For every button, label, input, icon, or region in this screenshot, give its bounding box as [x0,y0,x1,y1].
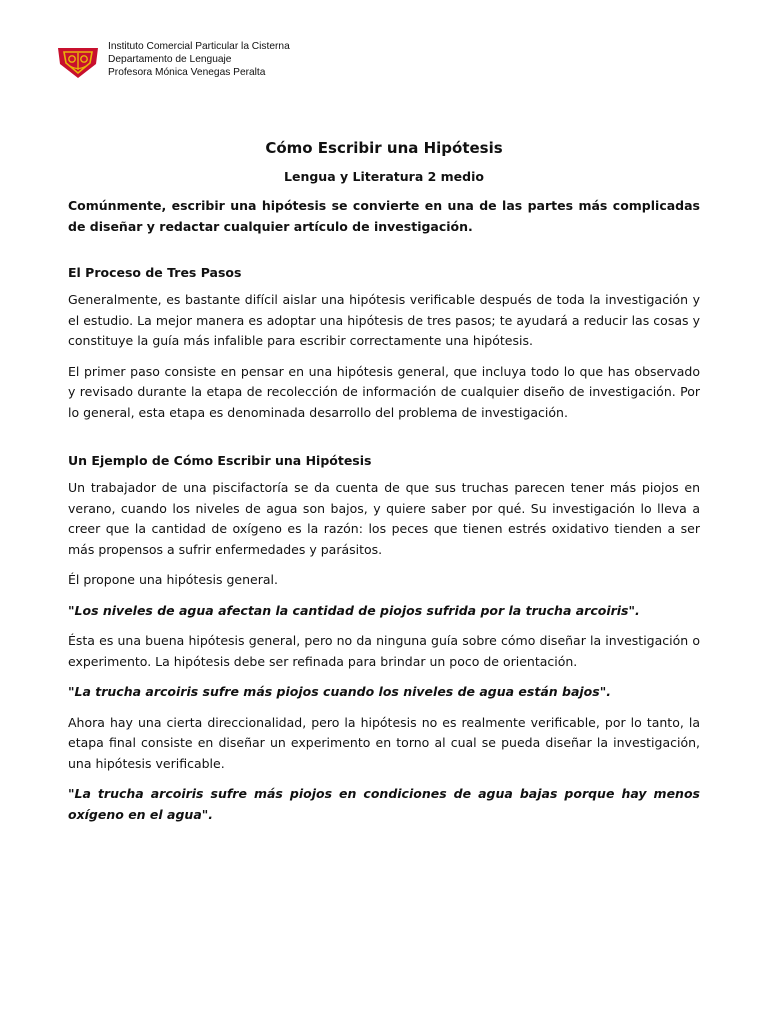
letterhead [108,40,290,79]
hypothesis-quote: "La trucha arcoiris sufre más piojos cuando los niveles de agua están bajos". [68,684,611,699]
document-subtitle: Lengua y Literatura 2 medio [284,169,484,184]
document-body [68,138,700,825]
paragraph: Él propone una hipótesis general. [68,572,278,587]
institution-name: Instituto Comercial Particular la Cisterna [108,41,290,52]
paragraph: Generalmente, es bastante difícil aislar una hipótesis verificable después de toda la investigación y el estudio. La mejor manera es adoptar una hipótesis de tres pasos; te ayudará a reducir las cosas y constituye la guía más infalible para escribir correctamente una hipótesis. [68,292,700,348]
document-title: Cómo Escribir una Hipótesis [265,139,503,157]
paragraph: Ahora hay una cierta direccionalidad, pero la hipótesis no es realmente verificable, por lo tanto, la etapa final consiste en diseñar un experimento en torno al cual se pueda diseñar la investigación, una hipótesis verificable. [68,714,700,771]
paragraph: El primer paso consiste en pensar en una hipótesis general, que incluya todo lo que has observado y revisado durante la etapa de recolección de información de cualquier diseño de investigación. Por lo general, esta etapa es denominada desarrollo del problema de investigación. [68,363,700,420]
intro-paragraph: Comúnmente, escribir una hipótesis se convierte en una de las partes más complicadas de diseñar y redactar cualquier artículo de investigación. [68,198,700,234]
paragraph: Ésta es una buena hipótesis general, pero no da ninguna guía sobre cómo diseñar la investigación o experimento. La hipótesis debe ser refinada para brindar un poco de orientación. [68,633,700,669]
section-example [68,452,700,825]
section-heading: El Proceso de Tres Pasos [68,265,242,280]
section-three-steps [68,264,700,423]
teacher-name: Profesora Mónica Venegas Peralta [108,67,266,78]
hypothesis-quote: "La trucha arcoiris sufre más piojos en condiciones de agua bajas porque hay menos oxígeno en el agua". [68,786,700,822]
section-heading: Un Ejemplo de Cómo Escribir una Hipótesis [68,453,372,468]
department-name: Departamento de Lenguaje [108,54,232,65]
school-crest-logo [56,44,100,80]
hypothesis-quote: "Los niveles de agua afectan la cantidad de piojos sufrida por la trucha arcoiris". [68,602,640,618]
paragraph: Un trabajador de una piscifactoría se da cuenta de que sus truchas parecen tener más piojos en verano, cuando los niveles de agua son bajos, y quiere saber por qué. Su investigación lo lleva a creer que la cantidad de oxígeno es la razón: los peces que tienen estrés oxidativo tienden a ser más propensos a sufrir enfermedades y parásitos. [68,480,700,557]
